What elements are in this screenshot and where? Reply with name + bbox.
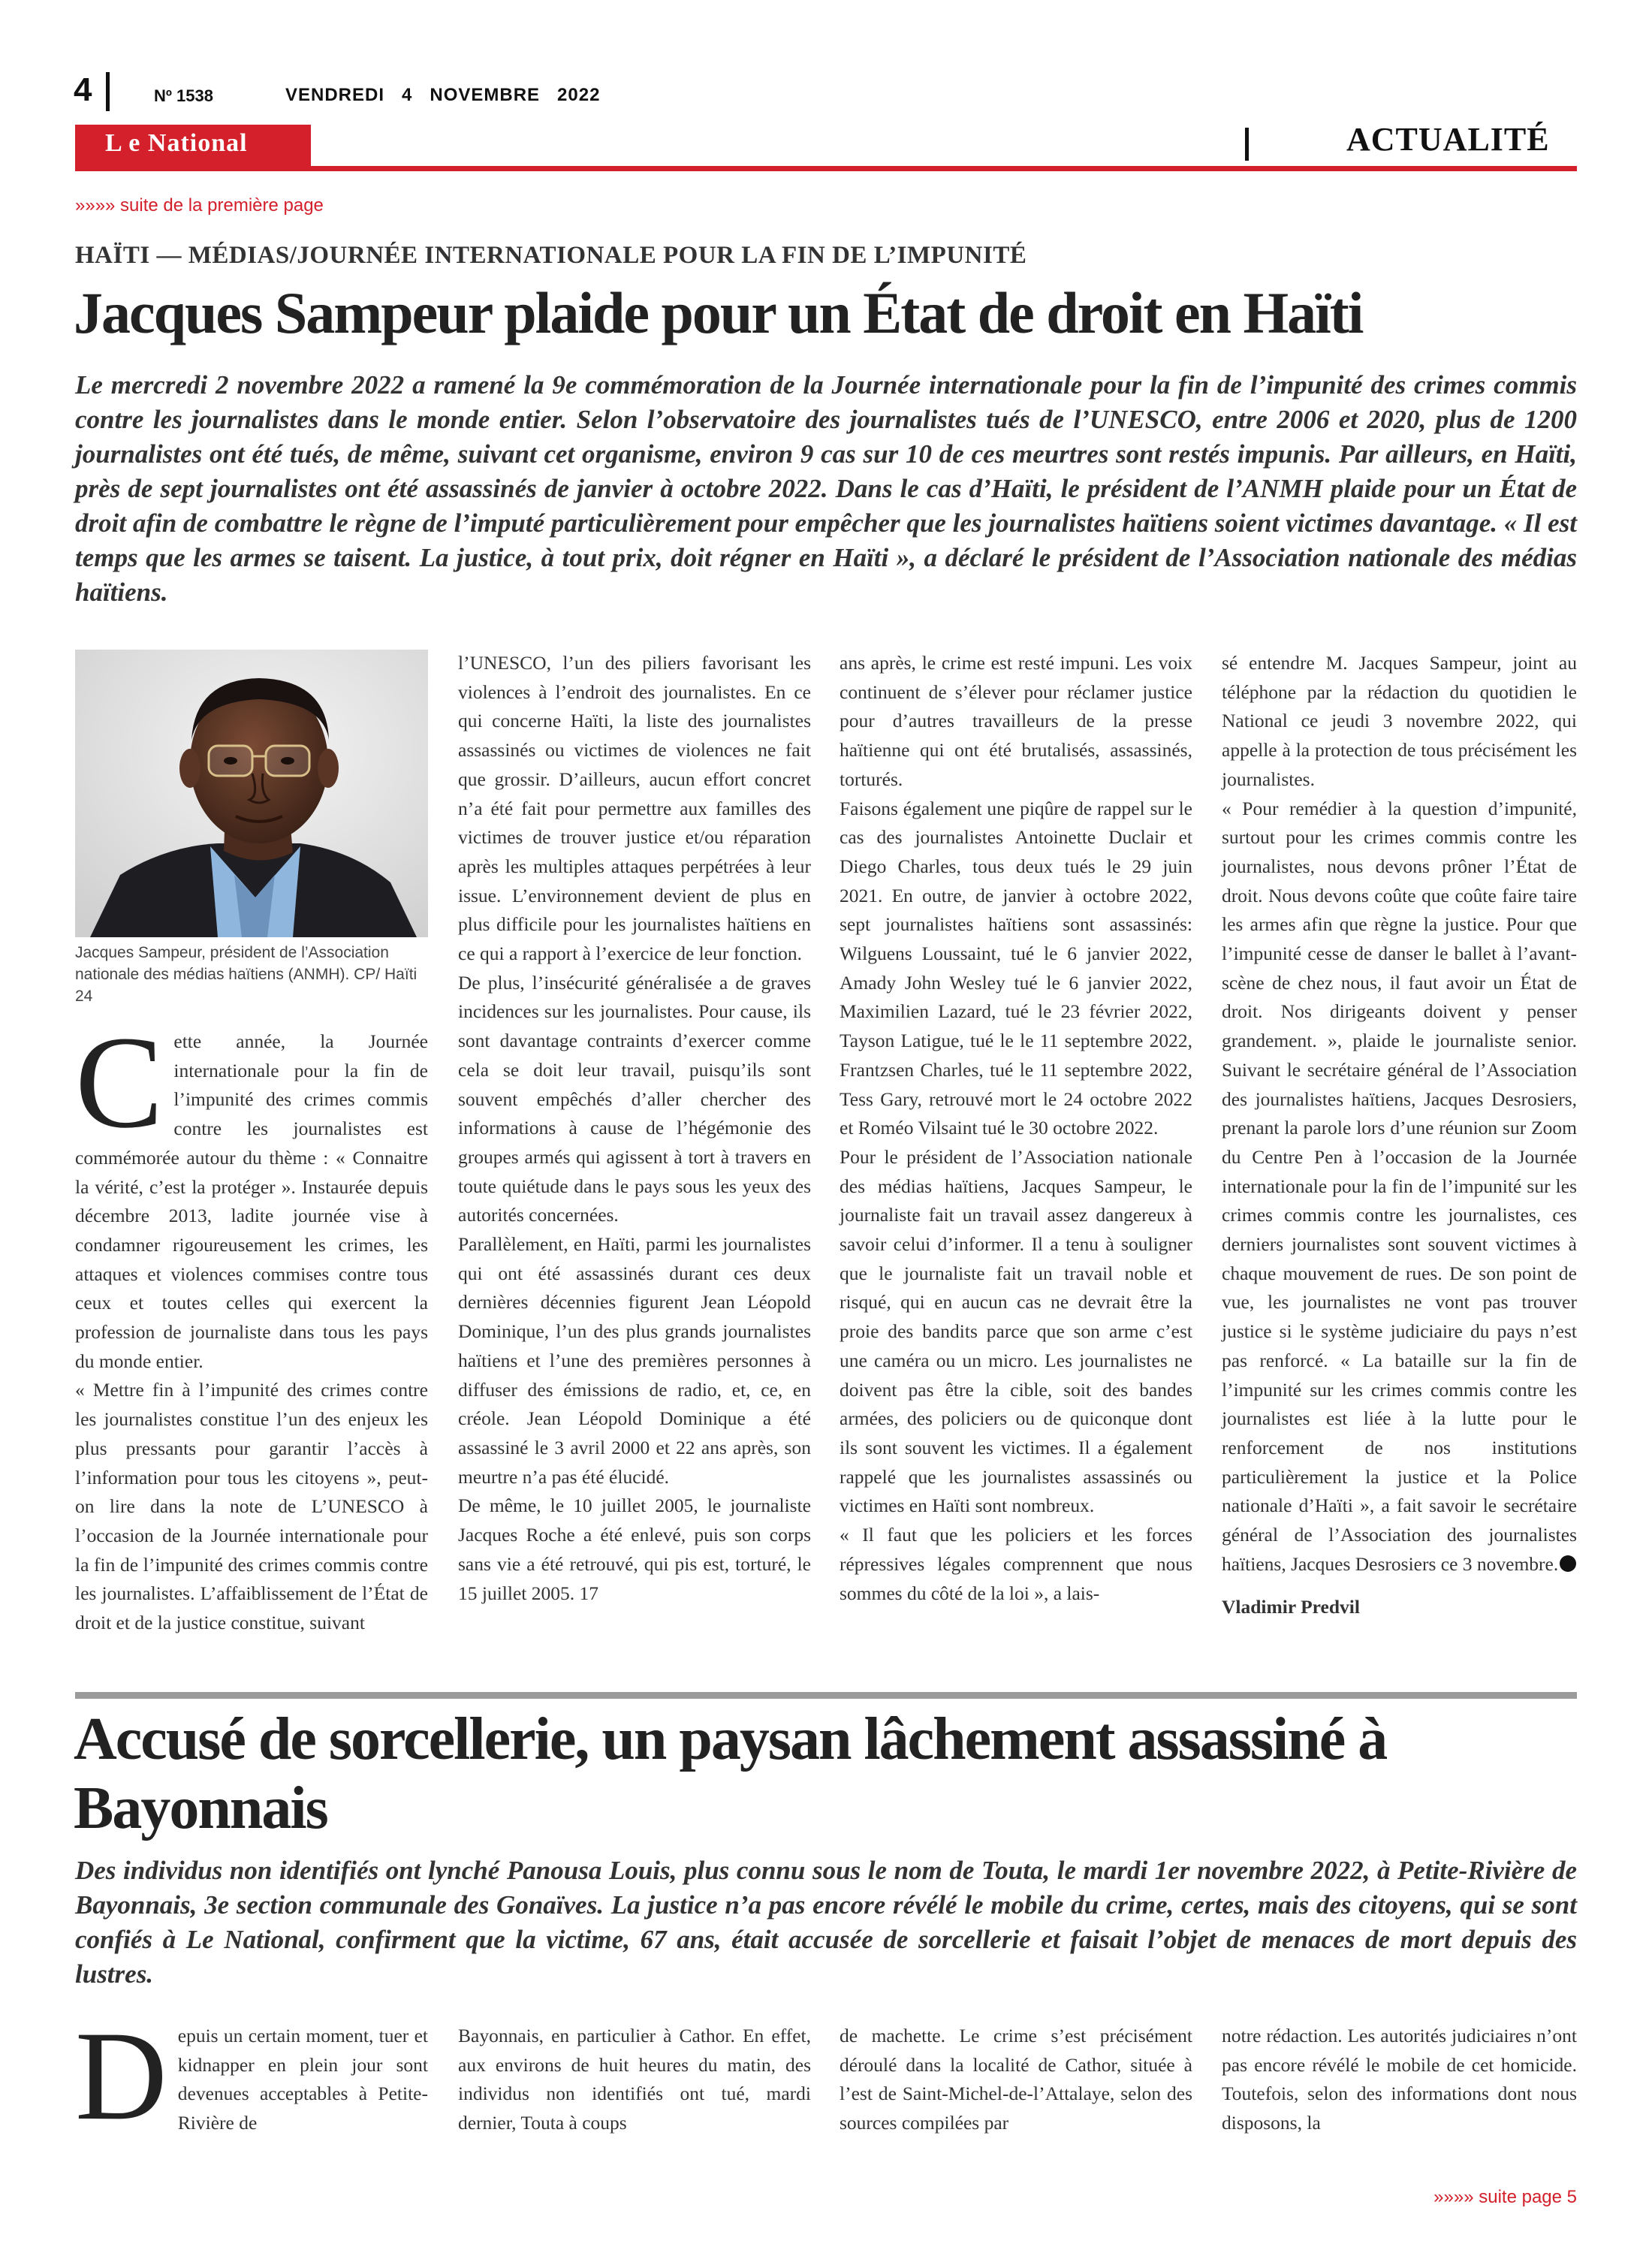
article-headline: Jacques Sampeur plaide pour un État de droit en Haïti <box>74 280 1363 345</box>
paragraph: « Mettre fin à l’impunité des crimes contre les journalistes constitue l’un des enjeux les plus pressants pour garantir l’accès à l’information pour tous les citoyens », peut-on lire dans la note de L’UNESCO à l’occasion de la Journée internationale pour la fin de l’impunité des crimes commis contre les journalistes. L’affaiblissement de l’État de droit et de la justice constitue, suivant <box>75 1379 428 1634</box>
paragraph: sé entendre M. Jacques Sampeur, joint au téléphone par la rédaction du quotidien le National ce jeudi 3 novembre 2022, qui appelle à la protection de tous précisément les journalistes. <box>1222 652 1577 790</box>
article2-column-2 <box>458 2022 811 2138</box>
page-number-divider <box>106 72 110 111</box>
section-title: ACTUALITÉ <box>1346 121 1550 158</box>
paragraph-text: ette année, la Journée internationale pour la fin de l’impunité des crimes commis contre les journalistes est commémorée autour du thème : « Connaitre la vérité, c’est la protéger ». Instaurée depuis décembre 2013, ladite journée vise à condamner rigoureusement les crimes, les attaques et violences commises contre tous ceux et toutes celles qui exercent la profession de journaliste dans tous les pays du monde entier. <box>75 1030 428 1372</box>
paragraph: « Il faut que les policiers et les forces répressives légales comprennent que nous sommes du côté de la loi », a lais- <box>840 1524 1192 1604</box>
article1-column-3 <box>840 649 1192 1608</box>
drop-cap: C <box>75 1009 164 1156</box>
paragraph: Bayonnais, en particulier à Cathor. En effet, aux environs de huit heures du matin, des individus non identifiés ont tué, mardi dernier, Touta à coups <box>458 2025 811 2134</box>
drop-cap: D <box>75 2005 167 2146</box>
paragraph <box>75 1009 428 1376</box>
continued-from-link[interactable]: »»»» suite de la première page <box>75 195 324 216</box>
article2-lead: Des individus non identifiés ont lynché Panousa Louis, plus connu sous le nom de Touta, le mardi 1er novembre 2022, à Petite-Rivière de Bayonnais, 3e section communale des Gonaïves. La justice n’a pas encore révélé le mobile du crime, certes, mais des citoyens, qui se sont confiés à Le National, confirment que la victime, 67 ans, était accusée de sorcellerie et faisait l’objet de menaces de mort depuis des lustres. <box>75 1856 1577 1989</box>
paragraph: l’UNESCO, l’un des piliers favorisant les violences à l’endroit des journalistes. En ce qui concerne Haïti, la liste des journalistes assassinés ou victimes de violences ne fait que grossir. D’ailleurs, aucun effort concret n’a été fait pour permettre aux familles des victimes de trouver justice et/ou réparation après les multiples attaques perpétrées à leur issue. L’environnement devient de plus en plus difficile pour les journalistes haïtiens en ce qui a rapport à l’exercice de leur fonction. <box>458 652 811 965</box>
paragraph: ans après, le crime est resté impuni. Les voix continuent de s’élever pour réclamer justice pour d’autres travailleurs de la presse haïtienne qui ont été brutalisés, assassinés, torturés. <box>840 652 1192 790</box>
portrait-photo <box>75 650 428 937</box>
paragraph: notre rédaction. Les autorités judiciaires n’ont pas encore révélé le mobile de cet homicide. Toutefois, selon des informations dont nous disposons, la <box>1222 2025 1577 2134</box>
issue-number: Nº 1538 <box>154 86 213 105</box>
article1-column-4 <box>1222 649 1577 1621</box>
paragraph: Faisons également une piqûre de rappel sur le cas des journalistes Antoinette Duclair et Diego Charles, tous deux tués le 29 juin 2021. En outre, de janvier à octobre 2022, sept journalistes haïtiens sont assassinés: Wilguens Loussaint, tué le 6 janvier 2022, Amady John Wesley tué le 6 janvier 2022, Maximilien Lazard, tué le 23 février 2022, Tayson Latigue, tué le le 11 septembre 2022, Frantzsen Charles, tué le 11 septembre 2022, Tess Gary, retrouvé mort le 24 octobre 2022 et Roméo Vilsaint tué le 30 octobre 2022. <box>840 797 1192 1139</box>
article-lead: Le mercredi 2 novembre 2022 a ramené la 9e commémoration de la Journée internationale pour la fin de l’impunité des crimes commis contre les journalistes dans le monde entier. Selon l’observatoire des journalistes tués de l’UNESCO, entre 2006 et 2020, plus de 1200 journalistes ont été tués, de même, suivant cet organisme, environ 9 cas sur 10 de ces meurtres sont restés impunis. Par ailleurs, en Haïti, près de sept journalistes ont été assassinés de janvier à octobre 2022. Dans le cas d’Haïti, le président de l’ANMH plaide pour un État de droit afin de combattre le règne de l’imputé particulièrement pour empêcher que les journalistes haïtiens soient victimes davantage. « Il est temps que les armes se taisent. La justice, à tout prix, doit régner en Haïti », a déclaré le président de l’Association nationale des médias haïtiens. <box>75 370 1577 607</box>
paragraph: De plus, l’insécurité généralisée a de graves incidences sur les journalistes. Pour cause, ils sont davantage contraints d’exercer comme cela se doit leur travail, puisqu’ils sont souvent empêchés d’aller chercher des informations à cause de l’hégémonie des groupes armés qui agissent à tort à travers en toute quiétude dans le pays sous les yeux des autorités concernées. <box>458 971 811 1226</box>
article2-headline: Accusé de sorcellerie, un paysan lâchement assassiné à Bayonnais <box>74 1706 1387 1841</box>
section-divider <box>1245 128 1249 161</box>
photo-caption: Jacques Sampeur, président de l’Association nationale des médias haïtiens (ANMH). CP/ Haïti 24 <box>75 944 418 1005</box>
article-separator <box>75 1692 1577 1699</box>
paragraph: Parallèlement, en Haïti, parmi les journalistes qui ont été assassinés durant ces deux dernières décennies figurent Jean Léopold Dominique, l’un des plus grands journalistes haïtiens et l’une des premières personnes à diffuser des émissions de radio, et, ce, en créole. Jean Léopold Dominique a été assassiné le 3 avril 2000 et 22 ans après, son meurtre n’a pas été élucidé. <box>458 1233 811 1488</box>
article1-column-2 <box>458 649 811 1608</box>
header-rule <box>75 166 1577 171</box>
article-kicker: HAÏTI — MÉDIAS/JOURNÉE INTERNATIONALE POUR LA FIN DE L’IMPUNITÉ <box>75 242 1027 269</box>
page-number: 4 <box>74 71 92 108</box>
article2-column-3 <box>840 2022 1192 2138</box>
continued-to-link[interactable]: »»»» suite page 5 <box>1433 2187 1577 2207</box>
paragraph <box>1222 795 1577 1579</box>
portrait-photo-image <box>75 650 428 937</box>
brand-logo-text: L e National <box>105 129 248 157</box>
article2-column-4 <box>1222 2022 1577 2138</box>
end-of-article-icon <box>1560 1555 1576 1572</box>
article2-column-1 <box>75 2005 428 2146</box>
article1-column-1 <box>75 1009 428 1638</box>
issue-date: VENDREDI 4 NOVEMBRE 2022 <box>285 85 601 105</box>
paragraph: De même, le 10 juillet 2005, le journaliste Jacques Roche a été enlevé, puis son corps sans vie a été retrouvé, qui pis est, torturé, le 15 juillet 2005. 17 <box>458 1494 811 1604</box>
author-signature: Vladimir Predvil <box>1222 1595 1360 1618</box>
paragraph-text: epuis un certain moment, tuer et kidnapper en plein jour sont devenues acceptables à Petite-Rivière de <box>177 2025 428 2134</box>
paragraph-text: « Pour remédier à la question d’impunité, surtout pour les crimes commis contre les journalistes, nous devons prôner l’État de droit. Nous devons coûte que coûte faire taire les armes afin que règne la justice. Pour que l’impunité cesse de danser le ballet à l’avant-scène de chez nous, il faut avoir un État de droit. Nos dirigeants doivent y penser grandement. », plaide le journaliste senior. Suivant le secrétaire général de l’Association des journalistes haïtiens, Jacques Desrosiers, prenant la parole lors d’une réunion sur Zoom du Centre Pen à l’occasion de la Journée internationale pour la fin de l’impunité sur les crimes commis contre les journalistes, ces derniers journalistes sont souvent victimes à chaque mouvement de rues. De son point de vue, les journalistes ne vont pas trouver justice si le système judiciaire du pays n’est pas renforcé. « La bataille sur la fin de l’impunité sur les crimes commis contre les journalistes est liée à la lutte pour le renforcement de nos institutions particulièrement la justice et la Police nationale d’Haïti », a fait savoir le secrétaire général de l’Association des journalistes haïtiens, Jacques Desrosiers ce 3 novembre. <box>1222 797 1577 1575</box>
paragraph: Pour le président de l’Association nationale des médias haïtiens, Jacques Sampeur, le journaliste fait un travail assez dangereux à savoir celui d’informer. Il a tenu à souligner que le journaliste fait un travail noble et risqué, qui en aucun cas ne devrait être la proie des bandits parce que son arme c’est une caméra ou un micro. Les journalistes ne doivent pas être la cible, soit des bandes armées, des policiers ou de quiconque dont ils sont souvent les victimes. Il a également rappelé que les journalistes assassinés ou victimes en Haïti sont nombreux. <box>840 1145 1192 1517</box>
paragraph: de machette. Le crime s’est précisément déroulé dans la localité de Cathor, située à l’est de Saint-Michel-de-l’Attalaye, selon des sources compilées par <box>840 2025 1192 2134</box>
paragraph <box>75 2005 428 2146</box>
